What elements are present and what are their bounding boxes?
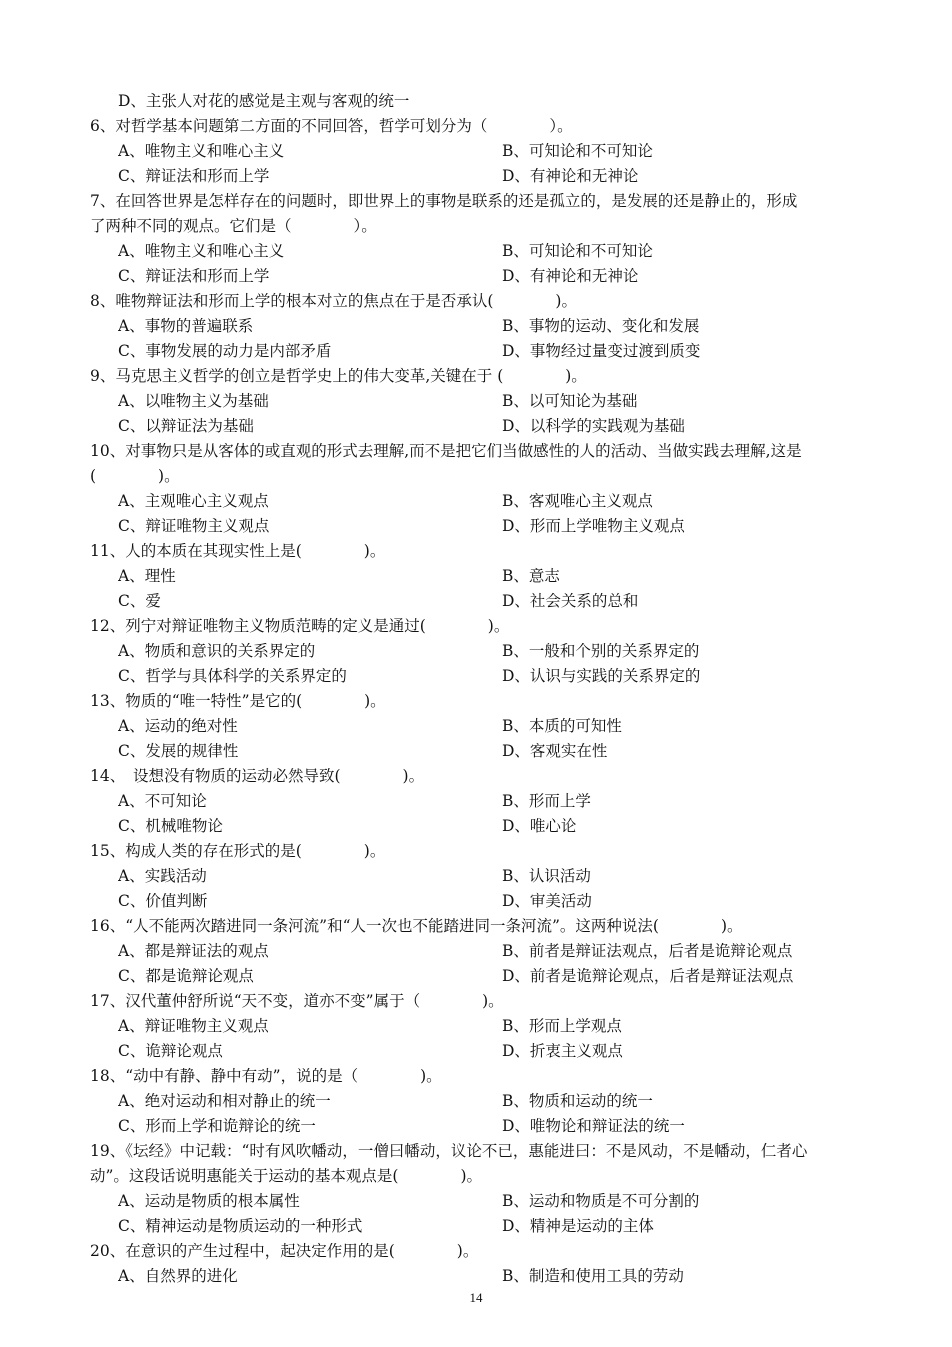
options-row xyxy=(90,789,865,814)
options-row xyxy=(90,264,865,289)
option-right: D、社会关系的总和 xyxy=(502,592,639,610)
options-row xyxy=(90,664,865,689)
option-left: C、发展的规律性 xyxy=(118,742,239,760)
question-text-line: 12、列宁对辩证唯物主义物质范畴的定义是通过( )。 xyxy=(90,617,510,635)
option-right: B、一般和个别的关系界定的 xyxy=(502,642,700,660)
question-text-line: 15、构成人类的存在形式的是( )。 xyxy=(90,842,386,860)
options-row xyxy=(90,739,865,764)
option-left: A、唯物主义和唯心主义 xyxy=(118,142,285,160)
option-right: D、唯心论 xyxy=(502,817,577,835)
option-left: C、辩证法和形而上学 xyxy=(118,167,270,185)
option-right: D、认识与实践的关系界定的 xyxy=(502,667,701,685)
option-left: A、物质和意识的关系界定的 xyxy=(118,642,316,660)
option-left: A、以唯物主义为基础 xyxy=(118,392,269,410)
options-row xyxy=(90,1089,865,1114)
option-right: B、运动和物质是不可分割的 xyxy=(502,1192,700,1210)
option-right: D、有神论和无神论 xyxy=(502,167,639,185)
option-right: B、以可知论为基础 xyxy=(502,392,638,410)
option-left: C、事物发展的动力是内部矛盾 xyxy=(118,342,332,360)
option-right: D、折衷主义观点 xyxy=(502,1042,623,1060)
option-left: A、自然界的进化 xyxy=(118,1267,238,1285)
question-text-line: 14、 设想没有物质的运动必然导致( )。 xyxy=(90,767,425,785)
options-row xyxy=(90,889,865,914)
option-right: D、形而上学唯物主义观点 xyxy=(502,517,685,535)
option-right: D、事物经过量变过渡到质变 xyxy=(502,342,701,360)
option-left: A、运动的绝对性 xyxy=(118,717,238,735)
question-text-line: 动”。这段话说明惠能关于运动的基本观点是( )。 xyxy=(90,1167,483,1185)
options-row xyxy=(90,1189,865,1214)
option-left: C、精神运动是物质运动的一种形式 xyxy=(118,1217,363,1235)
options-row xyxy=(90,814,865,839)
options-row xyxy=(90,389,865,414)
option-right: D、精神是运动的主体 xyxy=(502,1217,654,1235)
options-row xyxy=(90,89,865,114)
options-row xyxy=(90,1014,865,1039)
option-right: B、客观唯心主义观点 xyxy=(502,492,653,510)
question-text-line: 17、汉代董仲舒所说“天不变，道亦不变”属于（ )。 xyxy=(90,992,504,1010)
option-left: C、爱 xyxy=(118,592,161,610)
option-left: A、不可知论 xyxy=(118,792,207,810)
option-right: B、物质和运动的统一 xyxy=(502,1092,653,1110)
option-left: D、主张人对花的感觉是主观与客观的统一 xyxy=(118,92,410,110)
option-left: C、哲学与具体科学的关系界定的 xyxy=(118,667,347,685)
option-right: B、制造和使用工具的劳动 xyxy=(502,1267,684,1285)
question-text-line: 19、《坛经》中记载：“时有风吹幡动，一僧曰幡动，议论不已，惠能进曰：不是风动，不是幡动，仁者心 xyxy=(90,1142,808,1160)
option-left: A、绝对运动和相对静止的统一 xyxy=(118,1092,331,1110)
options-row xyxy=(90,239,865,264)
option-right: B、可知论和不可知论 xyxy=(502,242,653,260)
options-row xyxy=(90,164,865,189)
options-row xyxy=(90,1114,865,1139)
option-left: C、辩证唯物主义观点 xyxy=(118,517,270,535)
option-right: D、前者是诡辩论观点，后者是辩证法观点 xyxy=(502,967,794,985)
page-number: 14 xyxy=(469,1290,483,1305)
option-right: B、形而上学 xyxy=(502,792,591,810)
option-left: C、以辩证法为基础 xyxy=(118,417,254,435)
option-left: A、运动是物质的根本属性 xyxy=(118,1192,300,1210)
option-left: C、辩证法和形而上学 xyxy=(118,267,270,285)
question-list xyxy=(90,89,865,1289)
options-row xyxy=(90,564,865,589)
question-text-line: 18、“动中有静、静中有动”，说的是（ )。 xyxy=(90,1067,442,1085)
question-text-line: 了两种不同的观点。它们是（ ）。 xyxy=(90,217,377,235)
option-left: A、辩证唯物主义观点 xyxy=(118,1017,269,1035)
option-right: B、前者是辩证法观点，后者是诡辩论观点 xyxy=(502,942,793,960)
question-text-line: 16、“人不能两次踏进同一条河流”和“人一次也不能踏进同一条河流”。这两种说法( )。 xyxy=(90,917,743,935)
question-text-line: 8、唯物辩证法和形而上学的根本对立的焦点在于是否承认( )。 xyxy=(90,292,577,310)
option-left: A、主观唯心主义观点 xyxy=(118,492,269,510)
options-row xyxy=(90,639,865,664)
options-row xyxy=(90,864,865,889)
options-row xyxy=(90,964,865,989)
option-left: C、都是诡辩论观点 xyxy=(118,967,254,985)
question-text-line: 9、马克思主义哲学的创立是哲学史上的伟大变革,关键在于 ( )。 xyxy=(90,367,587,385)
option-right: B、意志 xyxy=(502,567,560,585)
question-text-line: 20、在意识的产生过程中，起决定作用的是( )。 xyxy=(90,1242,479,1260)
options-row xyxy=(90,589,865,614)
option-right: D、以科学的实践观为基础 xyxy=(502,417,685,435)
option-right: B、事物的运动、变化和发展 xyxy=(502,317,700,335)
question-text-line: 6、对哲学基本问题第二方面的不同回答，哲学可划分为（ ）。 xyxy=(90,117,573,135)
question-text-line: 11、人的本质在其现实性上是( )。 xyxy=(90,542,386,560)
option-right: D、客观实在性 xyxy=(502,742,608,760)
options-row xyxy=(90,1264,865,1289)
question-text-line: 10、对事物只是从客体的或直观的形式去理解,而不是把它们当做感性的人的活动、当做实践去理解,这是 xyxy=(90,442,802,460)
option-left: A、事物的普遍联系 xyxy=(118,317,254,335)
option-right: B、形而上学观点 xyxy=(502,1017,622,1035)
option-left: C、诡辩论观点 xyxy=(118,1042,223,1060)
option-right: B、认识活动 xyxy=(502,867,591,885)
options-row xyxy=(90,414,865,439)
question-text-line: ( )。 xyxy=(90,467,180,485)
options-row xyxy=(90,139,865,164)
options-row xyxy=(90,939,865,964)
option-right: B、本质的可知性 xyxy=(502,717,622,735)
options-row xyxy=(90,1039,865,1064)
option-right: D、审美活动 xyxy=(502,892,592,910)
option-left: C、价值判断 xyxy=(118,892,208,910)
option-left: A、唯物主义和唯心主义 xyxy=(118,242,285,260)
question-text-line: 13、物质的“唯一特性”是它的( )。 xyxy=(90,692,386,710)
option-right: D、唯物论和辩证法的统一 xyxy=(502,1117,685,1135)
options-row xyxy=(90,339,865,364)
options-row xyxy=(90,489,865,514)
option-left: A、实践活动 xyxy=(118,867,207,885)
options-row xyxy=(90,1214,865,1239)
option-left: A、理性 xyxy=(118,567,176,585)
option-left: C、机械唯物论 xyxy=(118,817,223,835)
question-text-line: 7、在回答世界是怎样存在的问题时，即世界上的事物是联系的还是孤立的，是发展的还是静止的，形成 xyxy=(90,192,798,210)
option-right: D、有神论和无神论 xyxy=(502,267,639,285)
option-right: B、可知论和不可知论 xyxy=(502,142,653,160)
options-row xyxy=(90,314,865,339)
options-row xyxy=(90,514,865,539)
options-row xyxy=(90,714,865,739)
option-left: A、都是辩证法的观点 xyxy=(118,942,269,960)
option-left: C、形而上学和诡辩论的统一 xyxy=(118,1117,316,1135)
